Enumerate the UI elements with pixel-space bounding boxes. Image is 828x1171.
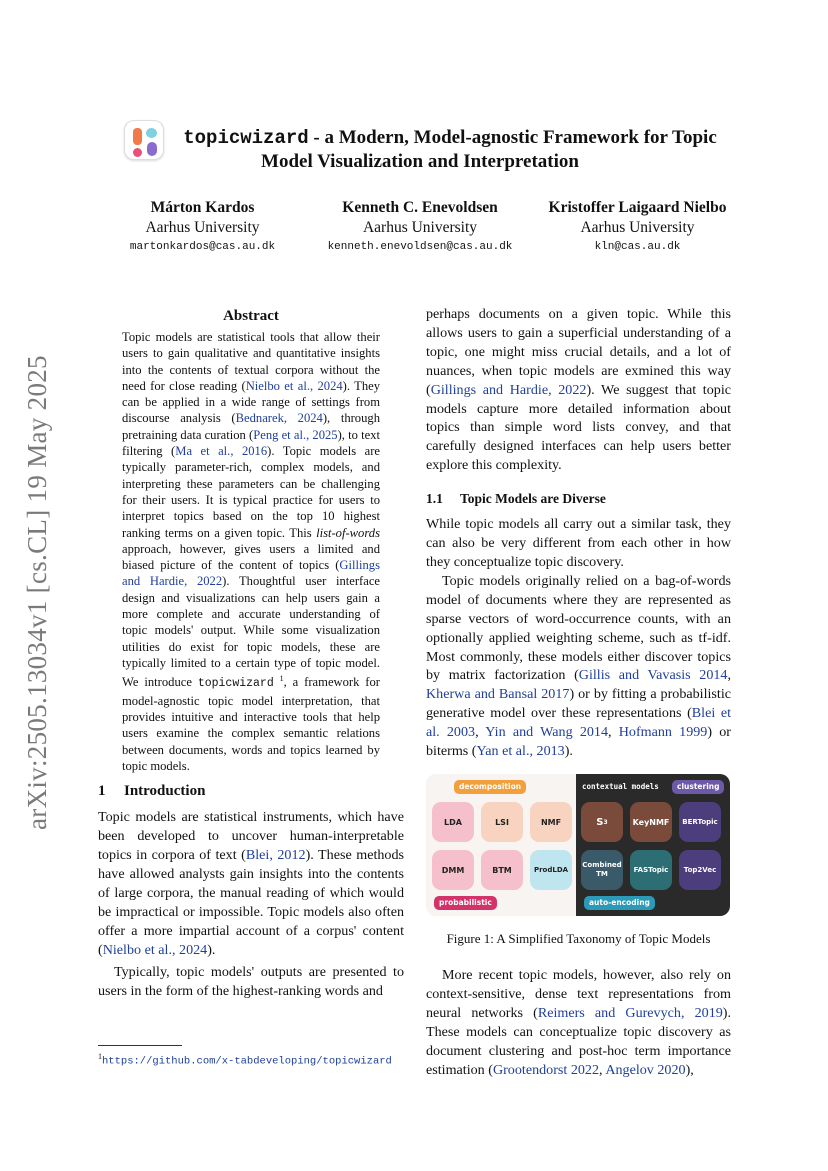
- paragraph-text: ).: [207, 941, 216, 958]
- abstract-text: ). Thoughtful user interface design and visualizations can help users gain a more complete and accurate understanding of topic models' output. While some visualization utilities do exist for topic models, these are typically limited to a certain type of topic model. We introduce: [122, 574, 380, 690]
- abstract-text: ), to text filtering (: [122, 427, 380, 459]
- paragraph-text: ). These methods have allowed analysts gain insights into the contents of large corpora, the manual reading of which would be impractical or impossible. Topic models also often offer a more impartial account of a corpus' content (: [98, 847, 404, 958]
- paragraph-text: perhaps documents on a given topic. While this allows users to gain a superficial understanding of a topic, one might miss crucial details, and a lot of nuances, when topic models are exmined this way (: [426, 306, 731, 398]
- inline-code: topicwizard: [197, 677, 274, 691]
- footnote-divider: [98, 1045, 182, 1046]
- footnote-url-link[interactable]: https://github.com/x-tabdeveloping/topicwizard: [102, 1055, 392, 1068]
- footnote-marker[interactable]: 1: [279, 674, 284, 684]
- abstract-text: ). Topic models are typically parameter-rich, complex models, and interpreting these parameters can be challenging for their users. It is typical practice for users to interpret topics based on the top 10 highest ranking terms on a given topic. This: [122, 444, 380, 540]
- tile-btm: BTM: [481, 850, 523, 890]
- title-line-1: - a Modern, Model-agnostic Framework for Topic: [308, 127, 717, 148]
- subsection-number: 1.1: [426, 491, 443, 507]
- citation-link[interactable]: Grootendorst 2022: [492, 1061, 600, 1078]
- section-heading-introduction: [98, 780, 404, 802]
- tile-lda: LDA: [432, 802, 474, 842]
- citation-link[interactable]: Gillings and Hardie, 2022: [122, 558, 380, 589]
- subsection-heading: [426, 489, 731, 509]
- paragraph: [426, 572, 731, 761]
- title-line-2: Model Visualization and Interpretation: [261, 151, 579, 172]
- tile-top2vec: Top2Vec: [679, 850, 721, 890]
- paragraph-text: ),: [685, 1061, 694, 1078]
- paragraph-text: Topic models are statistical instruments, which have been developed to uncover human-interpretable topics in corpora of text (: [98, 809, 404, 864]
- tag-decomposition: decomposition: [454, 780, 526, 794]
- abstract-heading: Abstract: [223, 308, 279, 324]
- citation-link[interactable]: Yin and Wang 2014: [485, 724, 609, 741]
- paragraph-text: ).: [564, 743, 573, 760]
- separator: ,: [727, 667, 731, 684]
- section-title: Introduction: [124, 783, 206, 800]
- author-2: [318, 198, 523, 256]
- figure-right-panel: [576, 774, 730, 916]
- emphasis: list-of-words: [316, 525, 380, 540]
- subsection-title: Topic Models are Diverse: [460, 491, 606, 507]
- citation-link[interactable]: Nielbo et al., 2024: [245, 378, 343, 393]
- section-number: 1: [98, 783, 106, 800]
- abstract-text: Topic models are statistical tools that allow their users to gain qualitative and quantitative insights into the contents of textual corpora without the need for close reading (: [122, 330, 380, 393]
- abstract-text: , a framework for model-agnostic topic model interpretation, that provides intuitive and interactive tools that help users examine the complex semantic relations between documents, words and topics learned by topic models.: [122, 675, 380, 773]
- tile-fastopic: FASTopic: [630, 850, 672, 890]
- figure-left-panel: [426, 774, 576, 916]
- author-3: [535, 198, 740, 256]
- author-email[interactable]: martonkardos@cas.au.dk: [129, 241, 276, 253]
- author-list: [100, 198, 740, 256]
- right-column: [426, 305, 731, 761]
- author-1: [100, 198, 305, 256]
- abstract-body: [98, 329, 404, 774]
- paragraph: [98, 808, 404, 959]
- abstract-text: ). They can be applied in a wide range of settings from discourse analysis (: [122, 378, 381, 426]
- paragraph-text: Topic models originally relied on a bag-of-words model of documents where they are represented as sparse vectors of word-occurrence counts, with an optionally applied weighting scheme, such as tf-idf. Most commonly, these models either discover topics by matrix factorization (: [426, 572, 731, 684]
- citation-link[interactable]: Blei, 2012: [245, 847, 306, 864]
- tile-prodlda: ProdLDA: [530, 850, 572, 890]
- paragraph-text: More recent topic models, however, also rely on context-sensitive, dense text representations from neural networks (: [426, 967, 731, 1021]
- tile-nmf: NMF: [530, 802, 572, 842]
- author-name: Kenneth C. Enevoldsen: [342, 199, 498, 216]
- citation-link[interactable]: Blei et al. 2003: [426, 705, 731, 741]
- arxiv-identifier: arXiv:2505.13034v1 [cs.CL] 19 May 2025: [22, 355, 52, 830]
- citation-link[interactable]: Angelov 2020: [605, 1061, 686, 1078]
- paragraph: Typically, topic models' outputs are presented to users in the form of the highest-ranking words and: [98, 964, 404, 1000]
- abstract-text: ), through pretraining data curation (: [122, 411, 380, 442]
- right-column-lower: [426, 966, 731, 1079]
- citation-link[interactable]: Kherwa and Bansal 2017: [426, 686, 570, 703]
- author-affiliation: Aarhus University: [580, 219, 695, 236]
- tag-contextual-models: contextual models: [582, 782, 659, 791]
- tile-combined-tm: Combined TM: [581, 850, 623, 890]
- paper-title: [110, 126, 730, 173]
- paragraph: [426, 305, 731, 475]
- citation-link[interactable]: Peng et al., 2025: [253, 427, 338, 442]
- author-affiliation: Aarhus University: [362, 219, 478, 236]
- tag-clustering: clustering: [672, 780, 724, 794]
- paragraph-text: ) or by fitting a probabilistic generative model over these representations (: [426, 686, 731, 722]
- citation-link[interactable]: Yan et al., 2013: [476, 743, 565, 760]
- footnote-number: 1: [98, 1052, 102, 1061]
- author-email[interactable]: kln@cas.au.dk: [594, 241, 681, 253]
- separator: ,: [608, 724, 619, 741]
- citation-link[interactable]: Hofmann 1999: [618, 724, 708, 741]
- citation-link[interactable]: Gillis and Vavasis 2014: [578, 667, 728, 684]
- separator: ,: [475, 724, 486, 741]
- footnote: [98, 1049, 398, 1070]
- citation-link[interactable]: Nielbo et al., 2024: [102, 941, 208, 958]
- left-column: [98, 305, 404, 1001]
- paragraph-text: ). These models can conceptualize topic discovery as document clustering and post-hoc term importance estimation (: [426, 1004, 732, 1078]
- citation-link[interactable]: Ma et al., 2016: [175, 444, 268, 459]
- paragraph: [426, 966, 731, 1079]
- tile-dmm: DMM: [432, 850, 474, 890]
- title-tool-name: topicwizard: [183, 127, 309, 149]
- citation-link[interactable]: Gillings and Hardie, 2022: [430, 381, 587, 398]
- figure-caption: Figure 1: A Simplified Taxonomy of Topic Models: [446, 931, 711, 946]
- author-name: Márton Kardos: [150, 199, 255, 216]
- author-name: Kristoffer Laigaard Nielbo: [548, 199, 727, 216]
- paragraph: While topic models all carry out a similar task, they can also be very different from each other in how they conceptualize topic discovery.: [426, 516, 731, 570]
- tag-auto-encoding: auto-encoding: [584, 896, 655, 910]
- citation-link[interactable]: Bednarek, 2024: [235, 411, 323, 426]
- tile-lsi: LSI: [481, 802, 523, 842]
- tile-bertopic: BERTopic: [679, 802, 721, 842]
- paragraph-text: ) or biterms (: [426, 724, 731, 760]
- paragraph-text: ). We suggest that topic models capture more detailed information about topics than simple word lists convey, and that carefully designed interfaces can help users better explore this complexity.: [426, 381, 731, 474]
- tile-s3-label: S: [596, 816, 604, 828]
- separator: ,: [599, 1061, 606, 1078]
- tile-s3-superscript: 3: [603, 818, 608, 826]
- tag-probabilistic: probabilistic: [434, 896, 497, 910]
- tile-s3: [581, 802, 623, 842]
- author-email[interactable]: kenneth.enevoldsen@cas.au.dk: [327, 241, 513, 253]
- abstract-text: approach, however, gives users a limited and biased picture of the content of topics (: [122, 541, 380, 573]
- tile-keynmf: KeyNMF: [630, 802, 672, 842]
- citation-link[interactable]: Reimers and Gurevych, 2019: [537, 1004, 723, 1021]
- author-affiliation: Aarhus University: [145, 219, 260, 236]
- taxonomy-figure: [426, 774, 730, 916]
